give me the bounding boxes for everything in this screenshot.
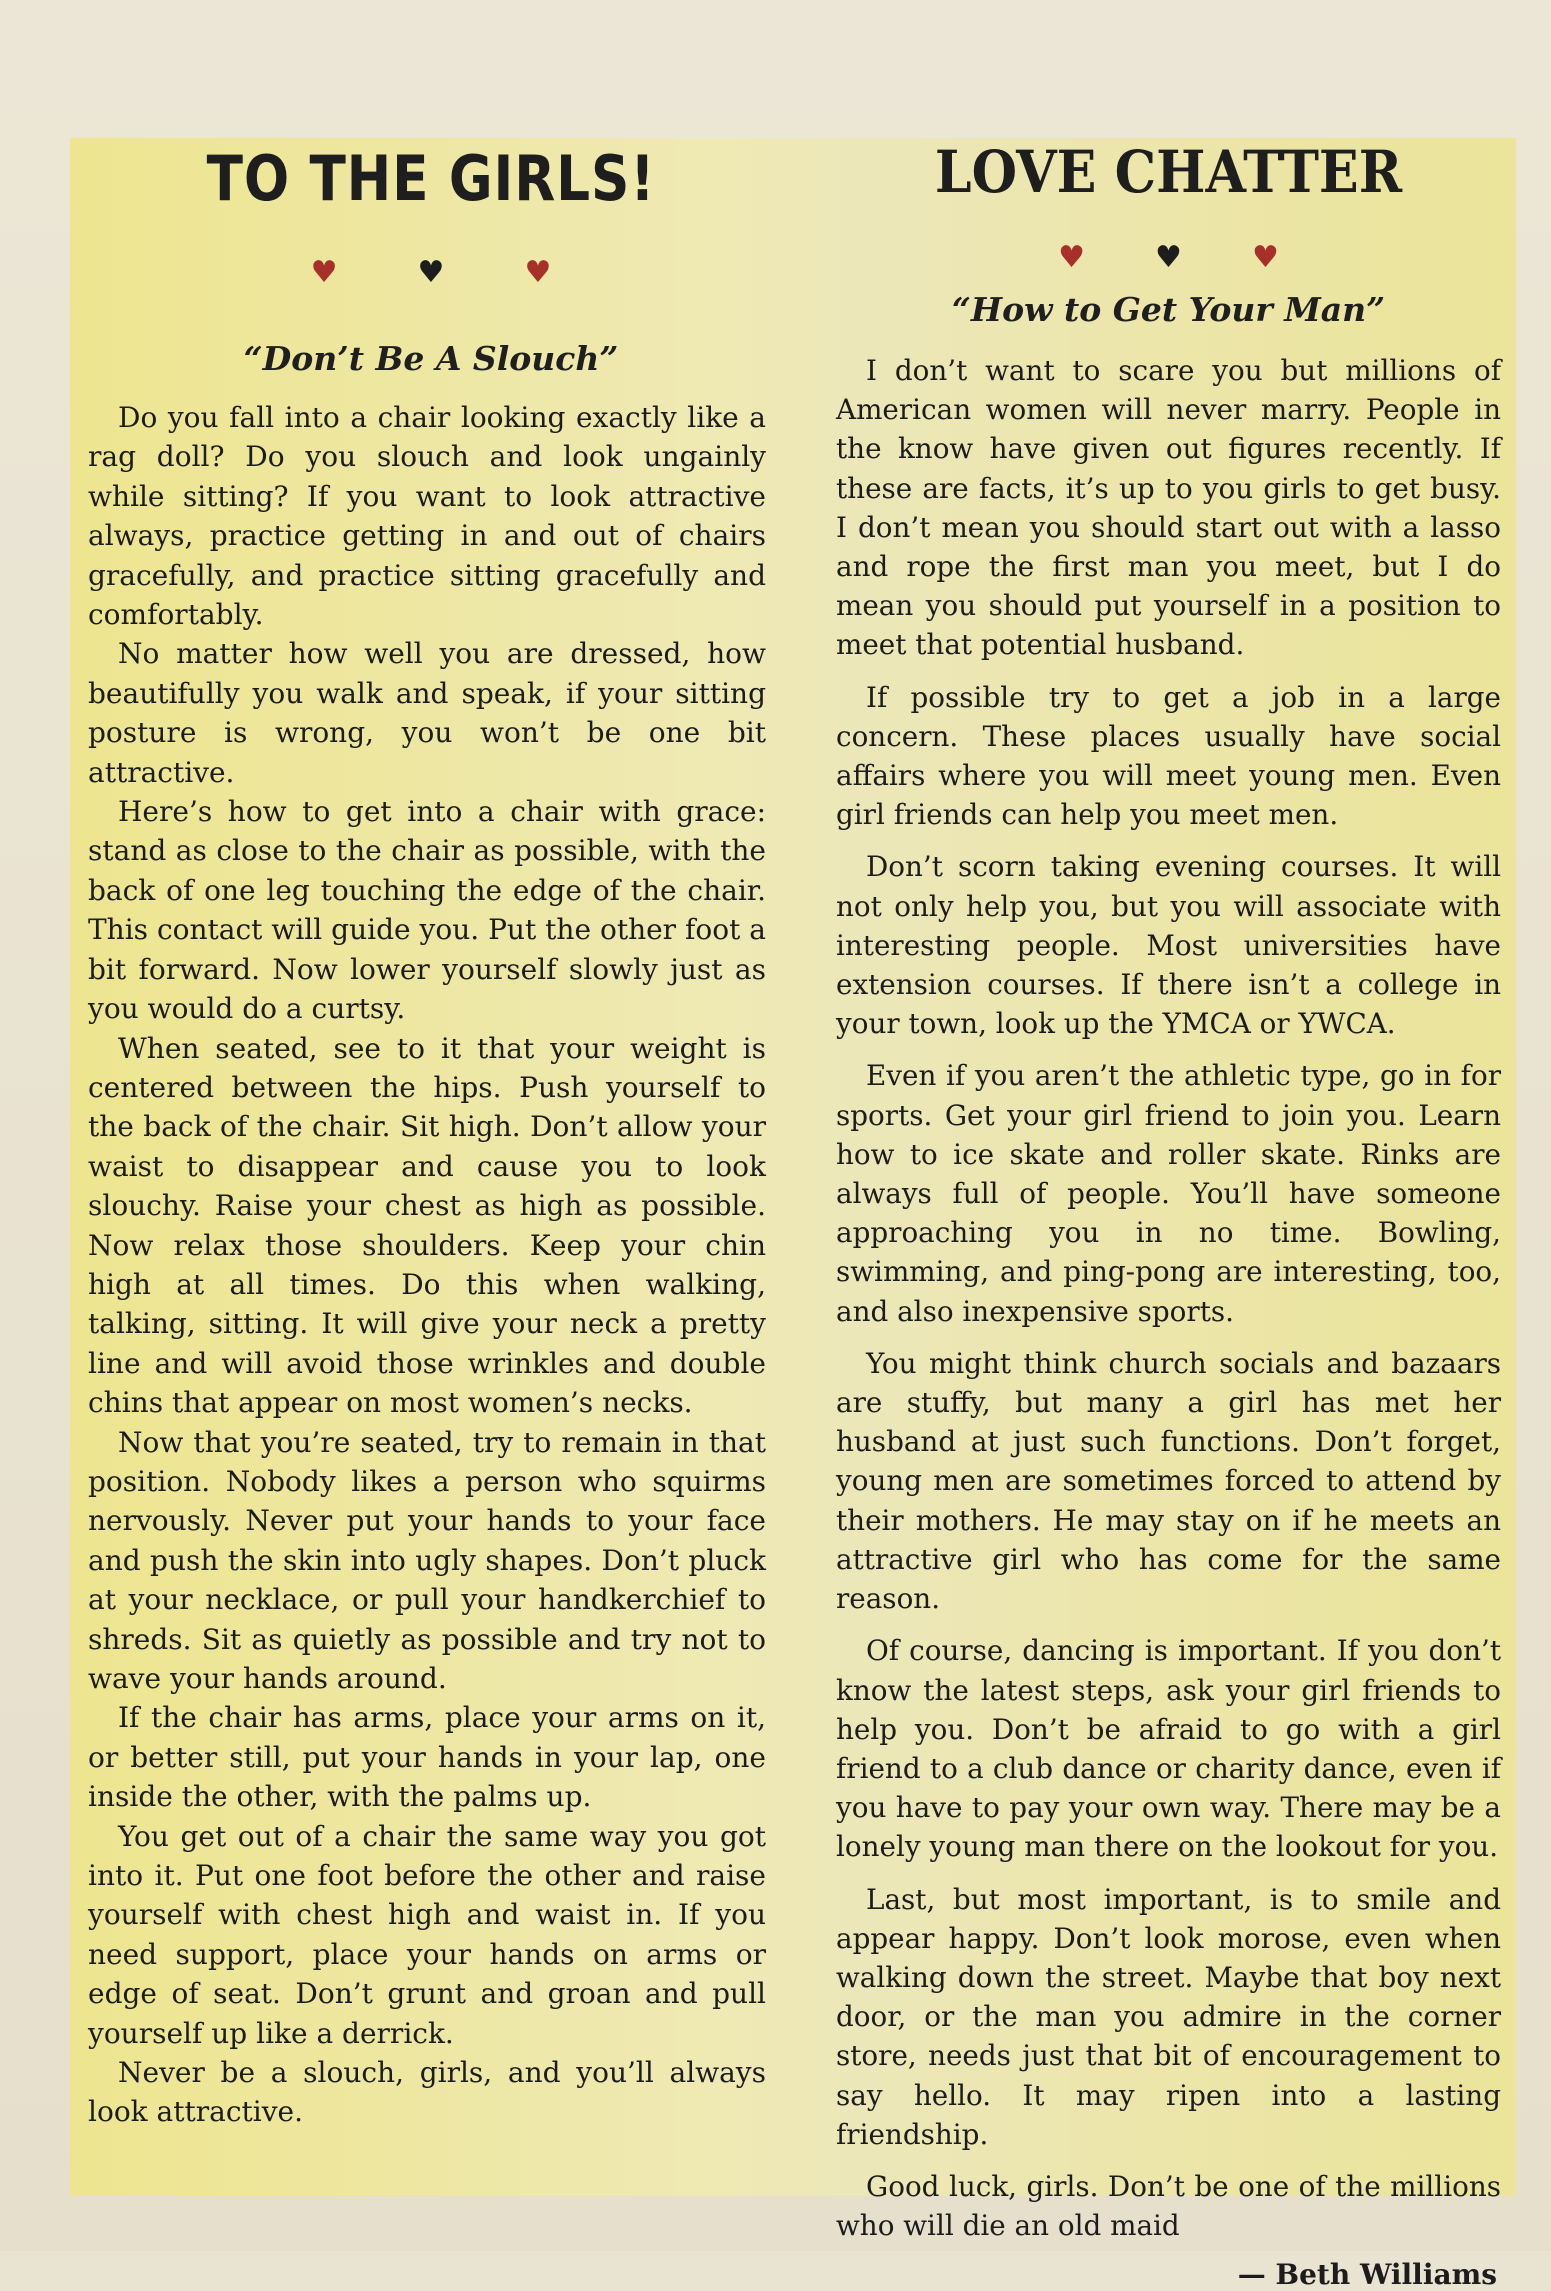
paragraph: Last, but most important, is to smile and appear happy. Don’t look morose, even when walking down the street. Maybe that boy next door, or the man you admire in the corner store, needs just that bit of encouragement to say hello. It may ripen into a lasting friendship. (836, 1882, 1501, 2151)
text-panel (70, 138, 1516, 2291)
heart-icon: ♥ (1058, 240, 1086, 275)
paragraph: When seated, see to it that your weight is centered between the hips. Push yourself to the back of the chair. Sit high. Don’t allow your waist to disappear and cause you to look slouchy. Raise your chest as high as possible. Now relax those shoulders. Keep your chin high at all times. Do this when walking, talking, sitting. It will give your neck a pretty line and will avoid those wrinkles and double chins that appear on most women’s necks. (88, 1031, 766, 1420)
left-article-title: TO THE GIRLS! (206, 142, 656, 215)
paragraph: If possible try to get a job in a large concern. These places usually have social affairs where you will meet young men. Even girl friends can help you meet men. (836, 680, 1501, 832)
heart-icon: ♥ (1251, 240, 1279, 275)
paragraph: No matter how well you are dressed, how beautifully you walk and speak, if your sitting posture is wrong, you won’t be one bit attractive. (88, 637, 766, 789)
right-article-subtitle: “How to Get Your Man” (951, 290, 1386, 329)
paragraph: You get out of a chair the same way you got into it. Put one foot before the other and raise yourself with chest high and waist in. If you need support, place your hands on arms or edge of seat. Don’t grunt and groan and pull yourself up like a derrick. (88, 1819, 766, 2050)
heart-icon: ♥ (1155, 240, 1182, 275)
paragraph: Even if you aren’t the athletic type, go in for sports. Get your girl friend to join you. Learn how to ice skate and roller skate. Rinks are always full of people. You’ll have someone approaching you in no time. Bowling, swimming, and ping-pong are interesting, too, and also inexpensive sports. (836, 1059, 1501, 1328)
right-article (836, 138, 1501, 2291)
left-heart-divider (86, 253, 776, 293)
paragraph: Here’s how to get into a chair with grace: stand as close to the chair as possible, with the back of one leg touching the edge of the chair. This contact will guide you. Put the other foot a bit forward. Now lower yourself slowly just as you would do a curtsy. (88, 795, 766, 1026)
paragraph: You might think church socials and bazaars are stuffy, but many a girl has met her husband at just such functions. Don’t forget, young men are sometimes forced to attend by their mothers. He may stay on if he meets an attractive girl who has come for the same reason. (836, 1346, 1501, 1616)
paragraph: If the chair has arms, place your arms on it, or better still, put your hands in your lap, one inside the other, with the palms up. (88, 1701, 766, 1814)
right-article-body (836, 351, 1501, 2245)
paragraph: I don’t want to scare you but millions of American women will never marry. People in the know have given out figures recently. If these are facts, it’s up to you girls to get busy. I don’t mean you should start out with a lasso and rope the first man you meet, but I do mean you should put yourself in a position to meet that potential husband. (836, 354, 1501, 662)
heart-icon: ♥ (310, 255, 338, 290)
left-article-subtitle: “Don’t Be A Slouch” (243, 339, 619, 378)
paragraph: Do you fall into a chair looking exactly like a rag doll? Do you slouch and look ungainly while sitting? If you want to look attractive always, practice getting in and out of chairs gracefully, and practice sitting gracefully and comfortably. (88, 401, 766, 632)
paragraph: Never be a slouch, girls, and you’ll always look attractive. (88, 2056, 766, 2129)
paragraph: Of course, dancing is important. If you don’t know the latest steps, ask your girl friends to help you. Don’t be afraid to go with a girl friend to a club dance or charity dance, even if you have to pay your own way. There may be a lonely young man there on the lookout for you. (836, 1634, 1501, 1864)
right-article-title: LOVE CHATTER (934, 138, 1403, 206)
right-heart-divider (836, 238, 1501, 278)
left-article (86, 138, 776, 2132)
paragraph: Don’t scorn taking evening courses. It will not only help you, but you will associate with interesting people. Most universities have extension courses. If there isn’t a college in your town, look up the YMCA or YWCA. (836, 850, 1501, 1041)
heart-icon: ♥ (417, 255, 445, 290)
left-article-body (86, 398, 776, 2132)
author-signature: — Beth Williams (1237, 2258, 1497, 2291)
heart-icon: ♥ (524, 255, 552, 290)
paragraph: Good luck, girls. Don’t be one of the millions who will die an old maid (836, 2169, 1501, 2243)
paragraph: Now that you’re seated, try to remain in that position. Nobody likes a person who squirms nervously. Never put your hands to your face and push the skin into ugly shapes. Don’t pluck at your necklace, or pull your handkerchief to shreds. Sit as quietly as possible and try not to wave your hands around. (88, 1425, 766, 1695)
